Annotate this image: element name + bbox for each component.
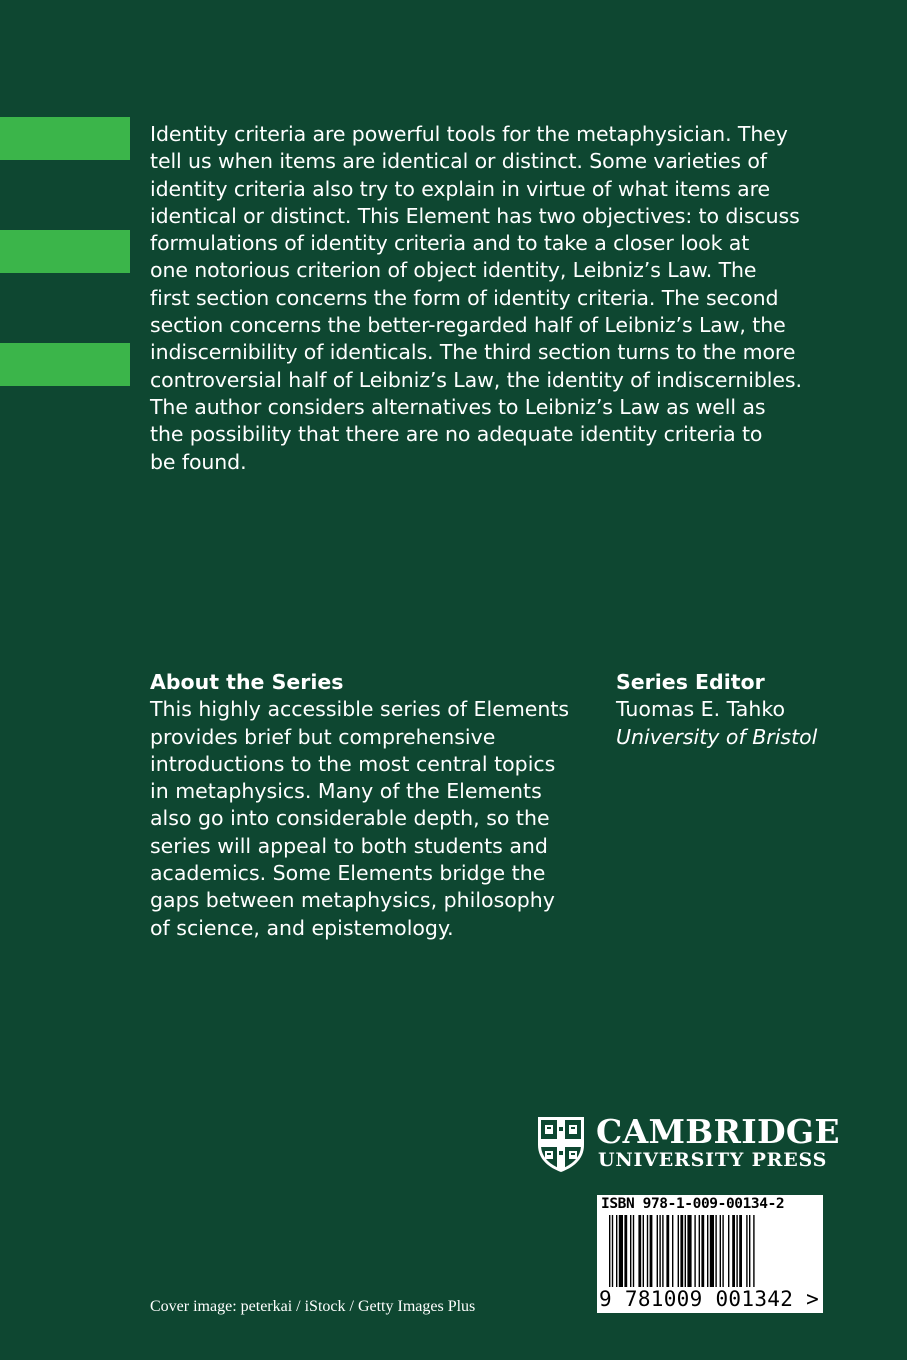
barcode-bar — [710, 1215, 714, 1291]
barcode-bar — [749, 1215, 750, 1291]
about-series-section — [150, 669, 590, 942]
barcode-bar — [685, 1215, 686, 1291]
barcode-bar — [633, 1215, 634, 1291]
barcode-bar — [659, 1215, 660, 1291]
barcode-bars — [609, 1215, 811, 1291]
accent-bar-bottom — [0, 343, 130, 386]
publisher-logo — [536, 1112, 840, 1175]
book-blurb: Identity criteria are powerful tools for the metaphysician. They tell us when items are identical or distinct. Some varieties of identity criteria also try to explain in virtue of what items are identical or distinct. This Element has two objectives: to discuss formulations of identity criteria and to take a closer look at one notorious criterion of object identity, Leibniz’s Law. The first section concerns the form of identity criteria. The second section concerns the better-regarded half of Leibniz’s Law, the indiscernibility of identicals. The third section turns to the more controversial half of Leibniz’s Law, the identity of indiscernibles. The author considers alternatives to Leibniz’s Law as well as the possibility that there are no adequate identity criteria to be found. — [150, 122, 802, 474]
barcode-bar — [739, 1215, 742, 1291]
barcode-bar — [753, 1215, 754, 1291]
barcode-bar — [647, 1215, 648, 1291]
isbn-label: ISBN 978-1-009-00134-2 — [601, 1196, 785, 1212]
barcode-bar — [720, 1215, 721, 1291]
series-editor-name: Tuomas E. Tahko — [616, 697, 786, 722]
barcode-bar — [707, 1215, 708, 1291]
barcode-bar — [672, 1215, 673, 1291]
barcode-bar — [694, 1215, 695, 1291]
barcode-bar — [701, 1215, 704, 1291]
barcode-bar — [678, 1215, 679, 1291]
barcode-bar — [643, 1215, 644, 1291]
barcode-bar — [666, 1215, 669, 1291]
cambridge-shield-icon — [536, 1115, 586, 1173]
barcode-bar — [662, 1215, 663, 1291]
barcode-digits: 9 781009 001342 > — [599, 1287, 820, 1311]
barcode-bar — [732, 1215, 735, 1291]
barcode-bar — [680, 1215, 683, 1291]
barcode-bar — [616, 1215, 617, 1291]
series-editor-section — [616, 669, 866, 751]
about-series-heading: About the Series — [150, 670, 344, 694]
barcode-bar — [619, 1215, 623, 1291]
accent-bar-middle — [0, 230, 130, 273]
publisher-subname: UNIVERSITY PRESS — [598, 1149, 828, 1171]
cover-image-credit: Cover image: peterkai / iStock / Getty Images Plus — [150, 1298, 476, 1315]
accent-bar-top — [0, 117, 130, 160]
isbn-barcode — [597, 1195, 823, 1313]
barcode-bar — [736, 1215, 737, 1291]
barcode-bar — [612, 1215, 613, 1291]
barcode-bar — [638, 1215, 641, 1291]
barcode-bar — [609, 1215, 610, 1291]
barcode-bar — [746, 1215, 747, 1291]
barcode-bar — [715, 1215, 716, 1291]
barcode-bar — [687, 1215, 691, 1291]
barcode-bar — [624, 1215, 627, 1291]
barcode-bar — [722, 1215, 723, 1291]
barcode-bar — [728, 1215, 729, 1291]
publisher-name: CAMBRIDGE — [596, 1112, 840, 1151]
about-series-text: This highly accessible series of Elements provides brief but comprehensive introductions to the most central topics in metaphysics. Many of the Elements also go into considerable depth, so the series will appeal to both students and academics. Some Elements bridge the gaps between metaphysics, philosophy of science, and epistemology. — [150, 697, 570, 940]
series-editor-affiliation: University of Bristol — [616, 724, 818, 749]
barcode-bar — [657, 1215, 658, 1291]
barcode-bar — [699, 1215, 700, 1291]
barcode-bar — [650, 1215, 653, 1291]
series-editor-heading: Series Editor — [616, 670, 765, 694]
barcode-bar — [630, 1215, 631, 1291]
